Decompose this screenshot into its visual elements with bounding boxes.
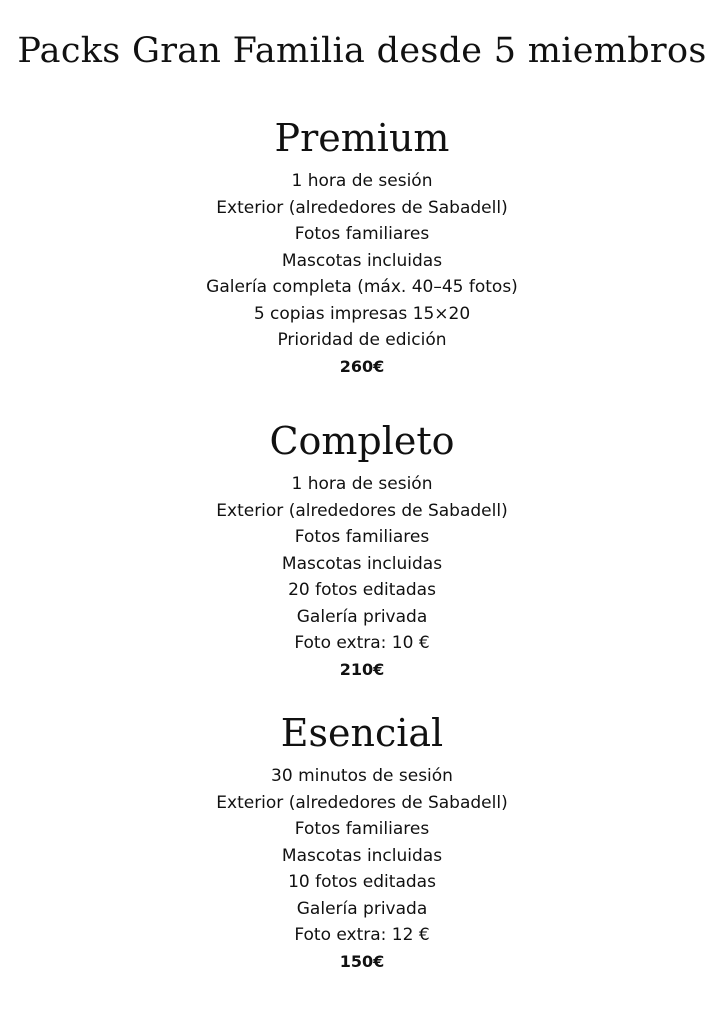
feature-item: Prioridad de edición <box>277 330 447 350</box>
feature-list <box>0 763 724 949</box>
pack-price: 260€ <box>339 356 385 376</box>
feature-item: 20 fotos editadas <box>288 580 436 600</box>
feature-list <box>0 471 724 657</box>
feature-item: 5 copias impresas 15×20 <box>253 303 471 324</box>
pack-name: Completo <box>269 419 455 463</box>
feature-item: Mascotas incluidas <box>281 553 443 574</box>
pack-price: 210€ <box>339 659 385 679</box>
pack-price: 150€ <box>339 951 385 971</box>
feature-item: Exterior (alrededores de Sabadell) <box>216 792 508 813</box>
feature-item: 1 hora de sesión <box>291 474 433 494</box>
feature-item: 1 hora de sesión <box>291 171 433 191</box>
pack-completo <box>0 417 724 683</box>
feature-item: Galería privada <box>296 898 428 919</box>
feature-item: Foto extra: 12 € <box>294 925 430 945</box>
feature-item: Mascotas incluidas <box>281 845 443 866</box>
page-title: Packs Gran Familia desde 5 miembros <box>17 31 707 71</box>
pack-name: Premium <box>274 116 450 160</box>
feature-item: Fotos familiares <box>294 224 430 244</box>
pack-name: Esencial <box>280 711 444 755</box>
feature-item: Fotos familiares <box>294 527 430 547</box>
feature-item: 30 minutos de sesión <box>271 766 453 786</box>
feature-item: Galería privada <box>296 606 428 627</box>
feature-item: Mascotas incluidas <box>281 250 443 271</box>
feature-item: Fotos familiares <box>294 819 430 839</box>
pack-premium <box>0 114 724 380</box>
feature-item: Foto extra: 10 € <box>294 633 430 653</box>
pack-esencial <box>0 709 724 975</box>
feature-item: Exterior (alrededores de Sabadell) <box>216 197 508 218</box>
feature-item: 10 fotos editadas <box>288 872 436 892</box>
feature-list <box>0 168 724 354</box>
feature-item: Galería completa (máx. 40–45 fotos) <box>206 277 518 297</box>
feature-item: Exterior (alrededores de Sabadell) <box>216 500 508 521</box>
